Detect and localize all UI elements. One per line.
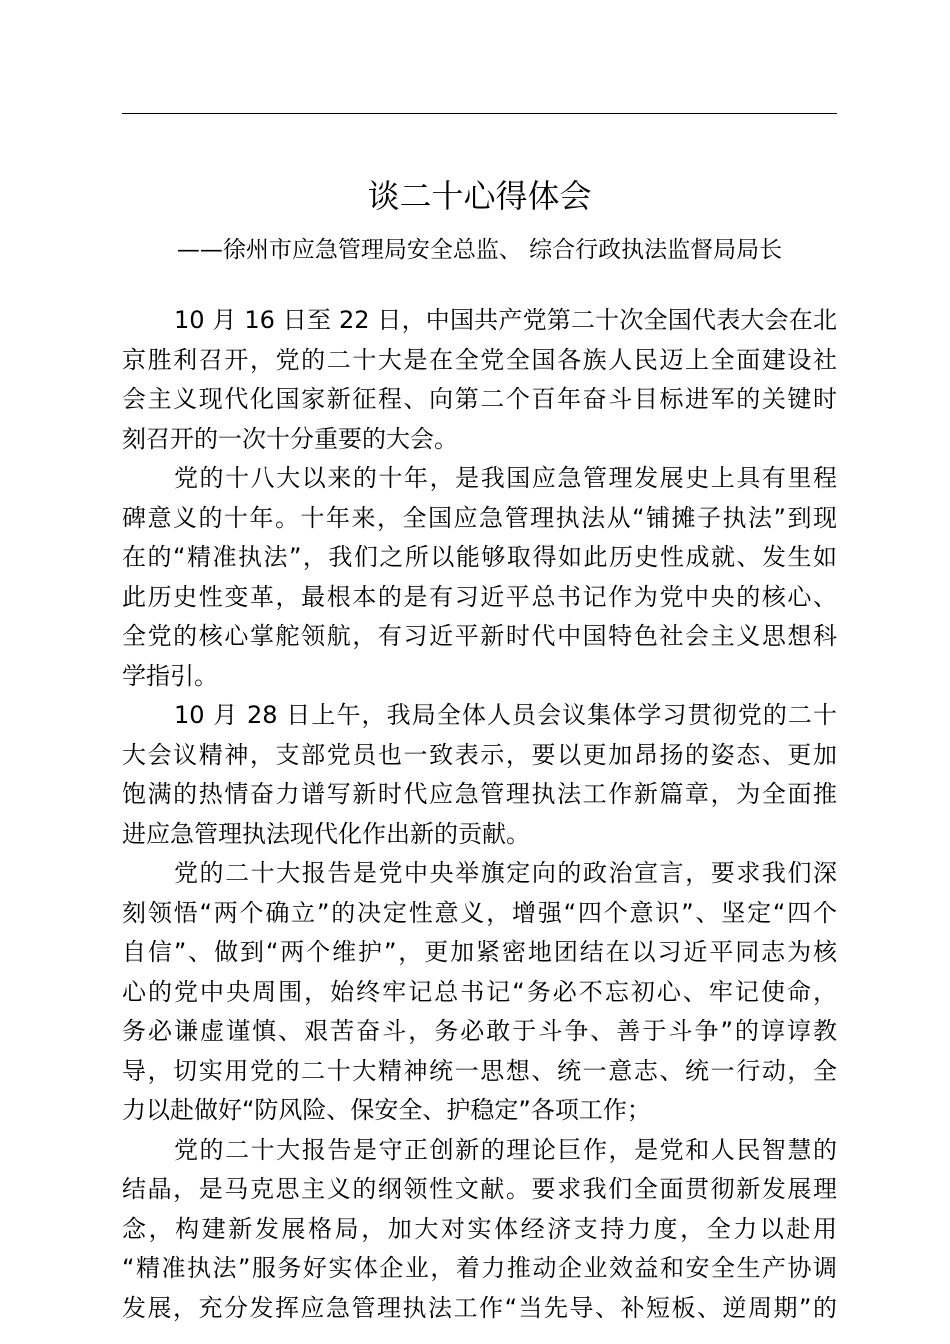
paragraph	[122, 1131, 837, 1329]
text-line: 10 月 28 日上午，我局全体人员会议集体学习贯彻党的二十	[174, 701, 837, 729]
text-line: 刻召开的一次十分重要的大会。	[122, 424, 458, 453]
paragraph	[122, 854, 837, 1131]
header-rule	[122, 113, 837, 114]
text-line: 力以赴做好“防风险、保安全、护稳定”各项工作；	[122, 1096, 651, 1124]
text-line: 在的“精准执法”，我们之所以能够取得如此历史性成就、发生如	[122, 543, 837, 571]
paragraph	[122, 301, 837, 459]
text-line: 碑意义的十年。十年来，全国应急管理执法从“铺摊子执法”到现	[122, 503, 837, 532]
text-line: 念，构建新发展格局，加大对实体经济支持力度，全力以赴用	[122, 1214, 837, 1243]
paragraph	[122, 696, 837, 854]
text-line: 饱满的热情奋力谱写新时代应急管理执法工作新篇章，为全面推	[122, 780, 837, 808]
text-line: 进应急管理执法现代化作出新的贡献。	[122, 819, 530, 848]
text-line: 党的十八大以来的十年，是我国应急管理发展史上具有里程	[174, 464, 837, 492]
text-line: 务必谦虚谨慎、艰苦奋斗，务必敢于斗争、善于斗争”的谆谆教	[122, 1017, 837, 1045]
text-line: 党的二十大报告是守正创新的理论巨作，是党和人民智慧的	[174, 1135, 837, 1164]
text-line: 心的党中央周围，始终牢记总书记“务必不忘初心、牢记使命，	[122, 977, 837, 1006]
text-line: 全党的核心掌舵领航，有习近平新时代中国特色社会主义思想科	[122, 622, 837, 650]
text-line: 会主义现代化国家新征程、向第二个百年奋斗目标进军的关键时	[122, 385, 837, 413]
text-line: 结晶，是马克思主义的纲领性文献。要求我们全面贯彻新发展理	[122, 1175, 837, 1203]
text-line: 刻领悟“两个确立”的决定性意义，增强“四个意识”、坚定“四个	[122, 898, 837, 927]
document-subtitle: ——徐州市应急管理局安全总监、 综合行政执法监督局局长	[176, 237, 783, 263]
text-line: 自信”、做到“两个维护”，更加紧密地团结在以习近平同志为核	[122, 938, 837, 966]
text-line: 发展，充分发挥应急管理执法工作“当先导、补短板、逆周期”的	[122, 1293, 837, 1322]
text-line: 导，切实用党的二十大精神统一思想、统一意志、统一行动，全	[122, 1056, 837, 1085]
text-line: 京胜利召开，党的二十大是在全党全国各族人民迈上全面建设社	[122, 345, 837, 374]
text-line: 此历史性变革，最根本的是有习近平总书记作为党中央的核心、	[122, 582, 837, 611]
text-line: 10 月 16 日至 22 日，中国共产党第二十次全国代表大会在北	[174, 306, 837, 334]
text-line: 学指引。	[122, 661, 218, 690]
document-body	[122, 301, 837, 1328]
text-line: 大会议精神，支部党员也一致表示，要以更加昂扬的姿态、更加	[122, 740, 837, 769]
paragraph	[122, 459, 837, 696]
text-line: “精准执法”服务好实体企业，着力推动企业效益和安全生产协调	[122, 1254, 837, 1282]
document-title: 谈二十心得体会	[367, 177, 592, 215]
text-line: 党的二十大报告是党中央举旗定向的政治宣言，要求我们深	[174, 859, 837, 887]
